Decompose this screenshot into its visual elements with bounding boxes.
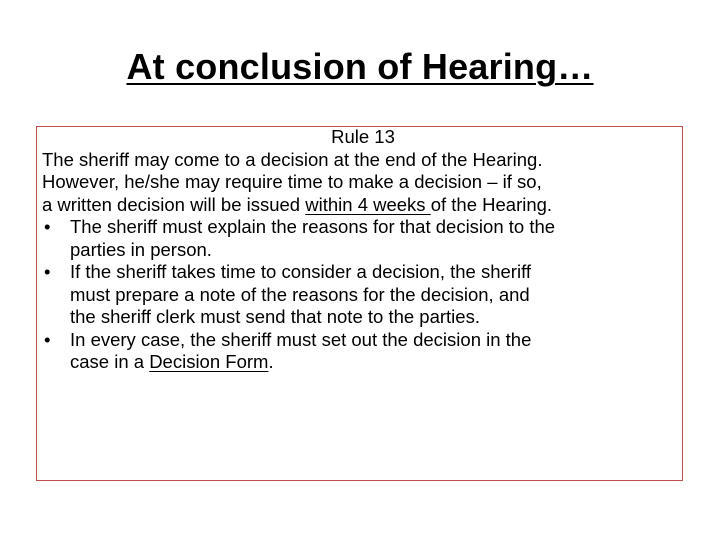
bullet3-line2-after: . — [268, 351, 274, 372]
bullet2-line-2: must prepare a note of the reasons for the decision, and — [70, 283, 530, 305]
bullet-icon: • — [44, 261, 51, 282]
bullet-item-decision-form — [42, 329, 684, 374]
bullet2-line-1: If the sheriff takes time to consider a decision, the sheriff — [70, 261, 532, 282]
slide-title — [0, 44, 720, 90]
rule-bullet-list — [42, 216, 684, 374]
bullet1-line-2: parties in person. — [70, 238, 212, 260]
rule-intro-line-2: However, he/she may require time to make a decision – if so, — [42, 171, 542, 192]
slide-title-text: At conclusion of Hearing… — [126, 46, 594, 87]
bullet3-line2-before: case in a — [70, 351, 150, 372]
within-4-weeks-text: within 4 weeks — [305, 193, 431, 215]
rule-heading: Rule 13 — [331, 126, 395, 147]
rule-intro-line-1: The sheriff may come to a decision at the end of the Hearing. — [42, 148, 543, 170]
bullet3-line-2 — [70, 351, 684, 374]
bullet-item-explain-reasons — [42, 216, 684, 261]
line3-before: a written decision will be issued — [42, 193, 306, 215]
bullet2-line-3: the sheriff clerk must send that note to the parties. — [70, 306, 480, 327]
decision-form-text: Decision Form — [149, 351, 269, 372]
bullet-icon: • — [44, 216, 51, 237]
bullet1-line-1: The sheriff must explain the reasons for that decision to the — [70, 216, 556, 237]
bullet-item-time-to-consider — [42, 261, 684, 329]
bullet-icon: • — [44, 328, 51, 350]
bullet3-line-1: In every case, the sheriff must set out the decision in the — [70, 328, 532, 350]
line3-after: of the Hearing. — [430, 193, 553, 215]
rule-content — [42, 126, 684, 374]
rule-intro-line-3 — [42, 194, 684, 217]
